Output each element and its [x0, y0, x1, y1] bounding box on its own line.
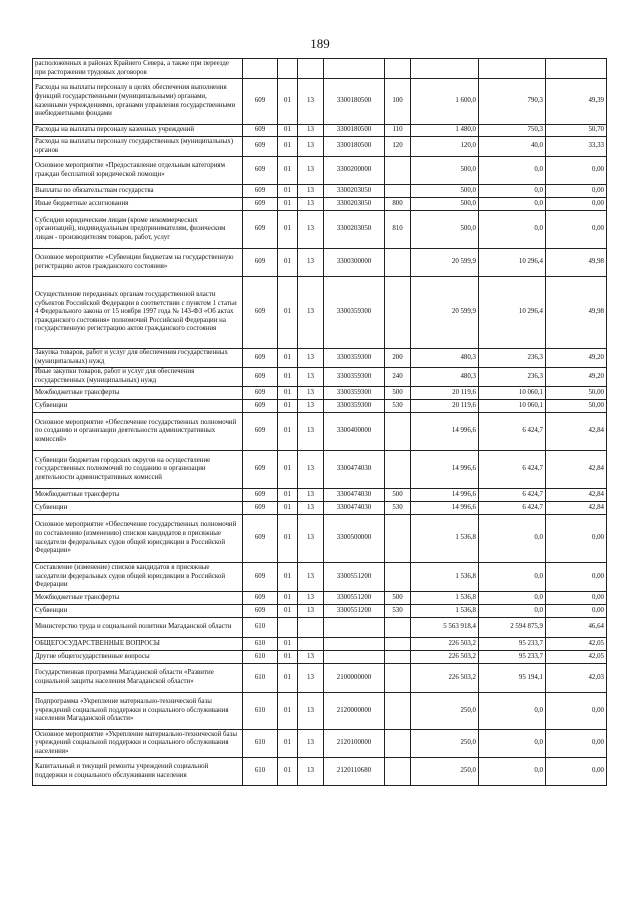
dept-code-cell: 609: [243, 368, 278, 387]
subsection-code-cell: 13: [298, 592, 324, 605]
target-article-cell: 3300200000: [324, 157, 385, 185]
executed-amount-cell: 40,0: [479, 137, 546, 157]
approved-amount-cell: 14 996,6: [411, 451, 479, 489]
target-article-cell: 3300359300: [324, 368, 385, 387]
dept-code-cell: 609: [243, 515, 278, 563]
expense-type-cell: [385, 277, 411, 349]
section-code-cell: 01: [278, 249, 298, 277]
executed-amount-cell: 10 060,1: [479, 387, 546, 400]
approved-amount-cell: 120,0: [411, 137, 479, 157]
section-code-cell: 01: [278, 185, 298, 198]
section-code-cell: 01: [278, 387, 298, 400]
executed-amount-cell: 0,0: [479, 563, 546, 592]
percent-cell: 0,00: [546, 758, 607, 786]
expense-name-cell: Другие общегосударственные вопросы: [33, 651, 243, 664]
percent-cell: 42,84: [546, 489, 607, 502]
executed-amount-cell: 10 296,4: [479, 249, 546, 277]
percent-cell: 42,05: [546, 651, 607, 664]
subsection-code-cell: 13: [298, 502, 324, 515]
table-row: [33, 277, 607, 349]
dept-code-cell: 609: [243, 125, 278, 137]
executed-amount-cell: 95 233,7: [479, 638, 546, 651]
dept-code-cell: 609: [243, 489, 278, 502]
percent-cell: 42,84: [546, 502, 607, 515]
expense-name-cell: Осуществление переданных органам государственной власти субъектов Российской Федерации в соответствии с пунктом 1 статьи 4 Федерального закона от 15 ноября 1997 года № 143-ФЗ «Об актах гражданского состояния» полномочий Российской Федерации на государственную регистрацию актов гражданского состояния: [33, 277, 243, 349]
subsection-code-cell: 13: [298, 157, 324, 185]
dept-code-cell: 609: [243, 413, 278, 451]
table-row: [33, 489, 607, 502]
section-code-cell: 01: [278, 79, 298, 125]
section-code-cell: 01: [278, 400, 298, 413]
section-code-cell: 01: [278, 198, 298, 211]
target-article-cell: [324, 618, 385, 638]
target-article-cell: 3300203050: [324, 198, 385, 211]
expense-type-cell: [385, 651, 411, 664]
expense-type-cell: 530: [385, 400, 411, 413]
expense-name-cell: Иные бюджетные ассигнования: [33, 198, 243, 211]
target-article-cell: 3300474030: [324, 489, 385, 502]
subsection-code-cell: [298, 638, 324, 651]
target-article-cell: 3300500000: [324, 515, 385, 563]
table-row: [33, 157, 607, 185]
section-code-cell: 01: [278, 368, 298, 387]
section-code-cell: 01: [278, 730, 298, 758]
dept-code-cell: 609: [243, 249, 278, 277]
expense-name-cell: Основное мероприятие «Субвенции бюджетам на государственную регистрацию актов гражданского состояния»: [33, 249, 243, 277]
target-article-cell: 2100000000: [324, 664, 385, 693]
executed-amount-cell: 10 060,1: [479, 400, 546, 413]
executed-amount-cell: 750,3: [479, 125, 546, 137]
section-code-cell: 01: [278, 277, 298, 349]
expense-name-cell: Составление (изменение) списков кандидатов в присяжные заседатели федеральных судов общей юрисдикции в Российской Федерации: [33, 563, 243, 592]
target-article-cell: 3300474030: [324, 451, 385, 489]
percent-cell: 50,00: [546, 387, 607, 400]
percent-cell: 49,39: [546, 79, 607, 125]
expense-type-cell: 500: [385, 489, 411, 502]
target-article-cell: 3300359300: [324, 277, 385, 349]
executed-amount-cell: 0,0: [479, 605, 546, 618]
approved-amount-cell: 1 480,0: [411, 125, 479, 137]
subsection-code-cell: [298, 618, 324, 638]
subsection-code-cell: 13: [298, 758, 324, 786]
target-article-cell: 2120100000: [324, 730, 385, 758]
expense-name-cell: расположенных в районах Крайнего Севера, а также при переезде при расторжении трудовых договоров: [33, 59, 243, 79]
budget-table: [32, 58, 607, 786]
section-code-cell: 01: [278, 349, 298, 368]
approved-amount-cell: 226 503,2: [411, 638, 479, 651]
expense-type-cell: [385, 451, 411, 489]
expense-type-cell: 800: [385, 198, 411, 211]
section-code-cell: 01: [278, 515, 298, 563]
subsection-code-cell: 13: [298, 211, 324, 249]
subsection-code-cell: 13: [298, 515, 324, 563]
expense-name-cell: Расходы на выплаты персоналу в целях обеспечения выполнения функций государственными (муниципальными) органами, казенными учреждениями, органами управления государственными внебюджетными фондами: [33, 79, 243, 125]
percent-cell: 49,98: [546, 249, 607, 277]
dept-code-cell: 609: [243, 563, 278, 592]
subsection-code-cell: 13: [298, 730, 324, 758]
dept-code-cell: 610: [243, 618, 278, 638]
expense-name-cell: Основное мероприятие «Предоставление отдельным категориям граждан бесплатной юридической помощи»: [33, 157, 243, 185]
dept-code-cell: 609: [243, 502, 278, 515]
expense-type-cell: [385, 758, 411, 786]
table-row: [33, 368, 607, 387]
subsection-code-cell: 13: [298, 563, 324, 592]
percent-cell: [546, 59, 607, 79]
expense-type-cell: 120: [385, 137, 411, 157]
target-article-cell: 3300180500: [324, 137, 385, 157]
table-row: [33, 185, 607, 198]
table-row: [33, 592, 607, 605]
expense-name-cell: Расходы на выплаты персоналу государственных (муниципальных) органов: [33, 137, 243, 157]
target-article-cell: 3300400000: [324, 413, 385, 451]
approved-amount-cell: 1 536,8: [411, 605, 479, 618]
subsection-code-cell: 13: [298, 137, 324, 157]
expense-type-cell: 500: [385, 592, 411, 605]
percent-cell: 50,00: [546, 400, 607, 413]
expense-name-cell: Межбюджетные трансферты: [33, 592, 243, 605]
expense-name-cell: Субвенции: [33, 605, 243, 618]
expense-name-cell: Государственная программа Магаданской области «Развитие социальной защиты населения Магаданской области»: [33, 664, 243, 693]
approved-amount-cell: 1 536,8: [411, 515, 479, 563]
table-row: [33, 137, 607, 157]
section-code-cell: 01: [278, 592, 298, 605]
dept-code-cell: 609: [243, 185, 278, 198]
expense-type-cell: [385, 515, 411, 563]
target-article-cell: [324, 638, 385, 651]
table-row: [33, 515, 607, 563]
section-code-cell: 01: [278, 563, 298, 592]
section-code-cell: [278, 618, 298, 638]
target-article-cell: [324, 651, 385, 664]
section-code-cell: 01: [278, 502, 298, 515]
percent-cell: 42,84: [546, 451, 607, 489]
section-code-cell: 01: [278, 157, 298, 185]
section-code-cell: 01: [278, 693, 298, 730]
target-article-cell: 3300474030: [324, 502, 385, 515]
table-row: [33, 249, 607, 277]
executed-amount-cell: 6 424,7: [479, 502, 546, 515]
expense-name-cell: Межбюджетные трансферты: [33, 489, 243, 502]
executed-amount-cell: 236,3: [479, 368, 546, 387]
expense-type-cell: [385, 664, 411, 693]
subsection-code-cell: 13: [298, 249, 324, 277]
executed-amount-cell: 0,0: [479, 185, 546, 198]
approved-amount-cell: 500,0: [411, 185, 479, 198]
section-code-cell: 01: [278, 758, 298, 786]
dept-code-cell: 609: [243, 79, 278, 125]
expense-name-cell: Субвенции бюджетам городских округов на осуществление государственных полномочий по созданию и организации деятельности административных комиссий: [33, 451, 243, 489]
section-code-cell: 01: [278, 605, 298, 618]
table-row: [33, 651, 607, 664]
dept-code-cell: [243, 59, 278, 79]
target-article-cell: 3300359300: [324, 400, 385, 413]
target-article-cell: 3300203050: [324, 211, 385, 249]
table-row: [33, 198, 607, 211]
target-article-cell: 3300180500: [324, 125, 385, 137]
dept-code-cell: 609: [243, 157, 278, 185]
subsection-code-cell: 13: [298, 651, 324, 664]
expense-name-cell: Подпрограмма «Укрепление материально-технической базы учреждений социальной поддержки и социального обслуживания населения Магаданской области»: [33, 693, 243, 730]
executed-amount-cell: 0,0: [479, 211, 546, 249]
expense-type-cell: 240: [385, 368, 411, 387]
table-row: [33, 211, 607, 249]
expense-name-cell: Субсидии юридическим лицам (кроме некоммерческих организаций), индивидуальным предпринимателям, физическим лицам - производителям товаров, работ, услуг: [33, 211, 243, 249]
table-row: [33, 758, 607, 786]
target-article-cell: 3300551200: [324, 592, 385, 605]
percent-cell: 49,20: [546, 349, 607, 368]
table-row: [33, 638, 607, 651]
expense-type-cell: [385, 618, 411, 638]
subsection-code-cell: 13: [298, 451, 324, 489]
table-row: [33, 387, 607, 400]
approved-amount-cell: 1 600,0: [411, 79, 479, 125]
percent-cell: 49,98: [546, 277, 607, 349]
table-row: [33, 605, 607, 618]
table-row: [33, 664, 607, 693]
dept-code-cell: 610: [243, 664, 278, 693]
executed-amount-cell: 95 233,7: [479, 651, 546, 664]
executed-amount-cell: 0,0: [479, 198, 546, 211]
approved-amount-cell: 500,0: [411, 211, 479, 249]
expense-type-cell: [385, 413, 411, 451]
approved-amount-cell: 250,0: [411, 758, 479, 786]
target-article-cell: 3300300000: [324, 249, 385, 277]
section-code-cell: 01: [278, 413, 298, 451]
section-code-cell: 01: [278, 638, 298, 651]
expense-type-cell: [385, 249, 411, 277]
target-article-cell: 2120110680: [324, 758, 385, 786]
dept-code-cell: 609: [243, 349, 278, 368]
expense-name-cell: Капитальный и текущий ремонты учреждений социальной поддержки и социального обслуживания населения: [33, 758, 243, 786]
target-article-cell: 3300359300: [324, 349, 385, 368]
subsection-code-cell: 13: [298, 489, 324, 502]
expense-type-cell: 530: [385, 502, 411, 515]
executed-amount-cell: 0,0: [479, 730, 546, 758]
approved-amount-cell: 250,0: [411, 730, 479, 758]
table-row: [33, 451, 607, 489]
section-code-cell: [278, 59, 298, 79]
executed-amount-cell: 0,0: [479, 758, 546, 786]
target-article-cell: 3300203050: [324, 185, 385, 198]
percent-cell: 0,00: [546, 693, 607, 730]
executed-amount-cell: 6 424,7: [479, 451, 546, 489]
expense-type-cell: [385, 157, 411, 185]
percent-cell: 0,00: [546, 211, 607, 249]
target-article-cell: [324, 59, 385, 79]
approved-amount-cell: 250,0: [411, 693, 479, 730]
dept-code-cell: 609: [243, 400, 278, 413]
subsection-code-cell: 13: [298, 198, 324, 211]
target-article-cell: 3300551200: [324, 563, 385, 592]
percent-cell: 50,70: [546, 125, 607, 137]
executed-amount-cell: 0,0: [479, 693, 546, 730]
table-row: [33, 563, 607, 592]
dept-code-cell: 609: [243, 277, 278, 349]
approved-amount-cell: 5 563 918,4: [411, 618, 479, 638]
subsection-code-cell: 13: [298, 125, 324, 137]
expense-type-cell: [385, 185, 411, 198]
percent-cell: 0,00: [546, 592, 607, 605]
dept-code-cell: 610: [243, 651, 278, 664]
subsection-code-cell: 13: [298, 368, 324, 387]
dept-code-cell: 609: [243, 137, 278, 157]
expense-name-cell: Межбюджетные трансферты: [33, 387, 243, 400]
executed-amount-cell: 2 594 875,9: [479, 618, 546, 638]
approved-amount-cell: 226 503,2: [411, 664, 479, 693]
target-article-cell: 3300180500: [324, 79, 385, 125]
percent-cell: 46,64: [546, 618, 607, 638]
approved-amount-cell: 20 599,9: [411, 249, 479, 277]
percent-cell: 33,33: [546, 137, 607, 157]
approved-amount-cell: 226 503,2: [411, 651, 479, 664]
table-row: [33, 59, 607, 79]
expense-type-cell: [385, 693, 411, 730]
dept-code-cell: 610: [243, 638, 278, 651]
table-row: [33, 502, 607, 515]
dept-code-cell: 609: [243, 605, 278, 618]
percent-cell: 42,05: [546, 638, 607, 651]
approved-amount-cell: 20 119,6: [411, 400, 479, 413]
percent-cell: 42,84: [546, 413, 607, 451]
dept-code-cell: 609: [243, 198, 278, 211]
expense-name-cell: Министерство труда и социальной политики Магаданской области: [33, 618, 243, 638]
dept-code-cell: 610: [243, 730, 278, 758]
subsection-code-cell: 13: [298, 413, 324, 451]
percent-cell: 42,03: [546, 664, 607, 693]
expense-name-cell: Иные закупки товаров, работ и услуг для обеспечения государственных (муниципальных) нужд: [33, 368, 243, 387]
subsection-code-cell: 13: [298, 79, 324, 125]
table-row: [33, 125, 607, 137]
dept-code-cell: 610: [243, 758, 278, 786]
dept-code-cell: 609: [243, 592, 278, 605]
expense-type-cell: 200: [385, 349, 411, 368]
expense-type-cell: [385, 59, 411, 79]
expense-name-cell: Расходы на выплаты персоналу казенных учреждений: [33, 125, 243, 137]
page-number: 189: [310, 36, 330, 51]
subsection-code-cell: 13: [298, 664, 324, 693]
percent-cell: 49,20: [546, 368, 607, 387]
target-article-cell: 3300359300: [324, 387, 385, 400]
approved-amount-cell: [411, 59, 479, 79]
dept-code-cell: 609: [243, 387, 278, 400]
executed-amount-cell: 10 296,4: [479, 277, 546, 349]
executed-amount-cell: 0,0: [479, 515, 546, 563]
percent-cell: 0,00: [546, 605, 607, 618]
expense-type-cell: 810: [385, 211, 411, 249]
executed-amount-cell: 790,3: [479, 79, 546, 125]
dept-code-cell: 609: [243, 211, 278, 249]
section-code-cell: 01: [278, 451, 298, 489]
subsection-code-cell: 13: [298, 400, 324, 413]
subsection-code-cell: 13: [298, 693, 324, 730]
expense-type-cell: [385, 730, 411, 758]
executed-amount-cell: 236,3: [479, 349, 546, 368]
percent-cell: 0,00: [546, 730, 607, 758]
table-row: [33, 400, 607, 413]
approved-amount-cell: 14 996,6: [411, 489, 479, 502]
subsection-code-cell: 13: [298, 277, 324, 349]
table-row: [33, 349, 607, 368]
subsection-code-cell: 13: [298, 605, 324, 618]
expense-name-cell: Субвенции: [33, 400, 243, 413]
expense-name-cell: Основное мероприятие «Укрепление материально-технической базы учреждений социальной поддержки и социального обслуживания населения»: [33, 730, 243, 758]
percent-cell: 0,00: [546, 157, 607, 185]
expense-type-cell: [385, 563, 411, 592]
approved-amount-cell: 500,0: [411, 198, 479, 211]
table-row: [33, 79, 607, 125]
executed-amount-cell: [479, 59, 546, 79]
table-row: [33, 730, 607, 758]
section-code-cell: 01: [278, 489, 298, 502]
section-code-cell: 01: [278, 664, 298, 693]
table-row: [33, 693, 607, 730]
target-article-cell: 2120000000: [324, 693, 385, 730]
approved-amount-cell: 14 996,6: [411, 502, 479, 515]
percent-cell: 0,00: [546, 563, 607, 592]
expense-name-cell: ОБЩЕГОСУДАРСТВЕННЫЕ ВОПРОСЫ: [33, 638, 243, 651]
expense-name-cell: Основное мероприятие «Обеспечение государственных полномочий по составлению (изменению) списков кандидатов в присяжные заседатели федеральных судов общей юрисдикции в Российской Федерации»: [33, 515, 243, 563]
expense-type-cell: 530: [385, 605, 411, 618]
subsection-code-cell: 13: [298, 349, 324, 368]
approved-amount-cell: 20 599,9: [411, 277, 479, 349]
target-article-cell: 3300551200: [324, 605, 385, 618]
approved-amount-cell: 480,3: [411, 368, 479, 387]
percent-cell: 0,00: [546, 515, 607, 563]
subsection-code-cell: [298, 59, 324, 79]
expense-type-cell: [385, 638, 411, 651]
percent-cell: 0,00: [546, 185, 607, 198]
dept-code-cell: 609: [243, 451, 278, 489]
section-code-cell: 01: [278, 125, 298, 137]
approved-amount-cell: 14 996,6: [411, 413, 479, 451]
executed-amount-cell: 95 194,1: [479, 664, 546, 693]
section-code-cell: 01: [278, 137, 298, 157]
subsection-code-cell: 13: [298, 185, 324, 198]
executed-amount-cell: 6 424,7: [479, 413, 546, 451]
executed-amount-cell: 0,0: [479, 592, 546, 605]
approved-amount-cell: 1 536,8: [411, 563, 479, 592]
expense-type-cell: 500: [385, 387, 411, 400]
approved-amount-cell: 480,3: [411, 349, 479, 368]
approved-amount-cell: 20 119,6: [411, 387, 479, 400]
section-code-cell: 01: [278, 651, 298, 664]
section-code-cell: 01: [278, 211, 298, 249]
expense-type-cell: 100: [385, 79, 411, 125]
expense-name-cell: Субвенции: [33, 502, 243, 515]
dept-code-cell: 610: [243, 693, 278, 730]
percent-cell: 0,00: [546, 198, 607, 211]
expense-type-cell: 110: [385, 125, 411, 137]
expense-name-cell: Основное мероприятие «Обеспечение государственных полномочий по созданию и организации деятельности административных комиссий»: [33, 413, 243, 451]
table-row: [33, 413, 607, 451]
expense-name-cell: Выплаты по обязательствам государства: [33, 185, 243, 198]
executed-amount-cell: 0,0: [479, 157, 546, 185]
table-row: [33, 618, 607, 638]
executed-amount-cell: 6 424,7: [479, 489, 546, 502]
approved-amount-cell: 500,0: [411, 157, 479, 185]
expense-name-cell: Закупка товаров, работ и услуг для обеспечения государственных (муниципальных) нужд: [33, 349, 243, 368]
subsection-code-cell: 13: [298, 387, 324, 400]
approved-amount-cell: 1 536,8: [411, 592, 479, 605]
